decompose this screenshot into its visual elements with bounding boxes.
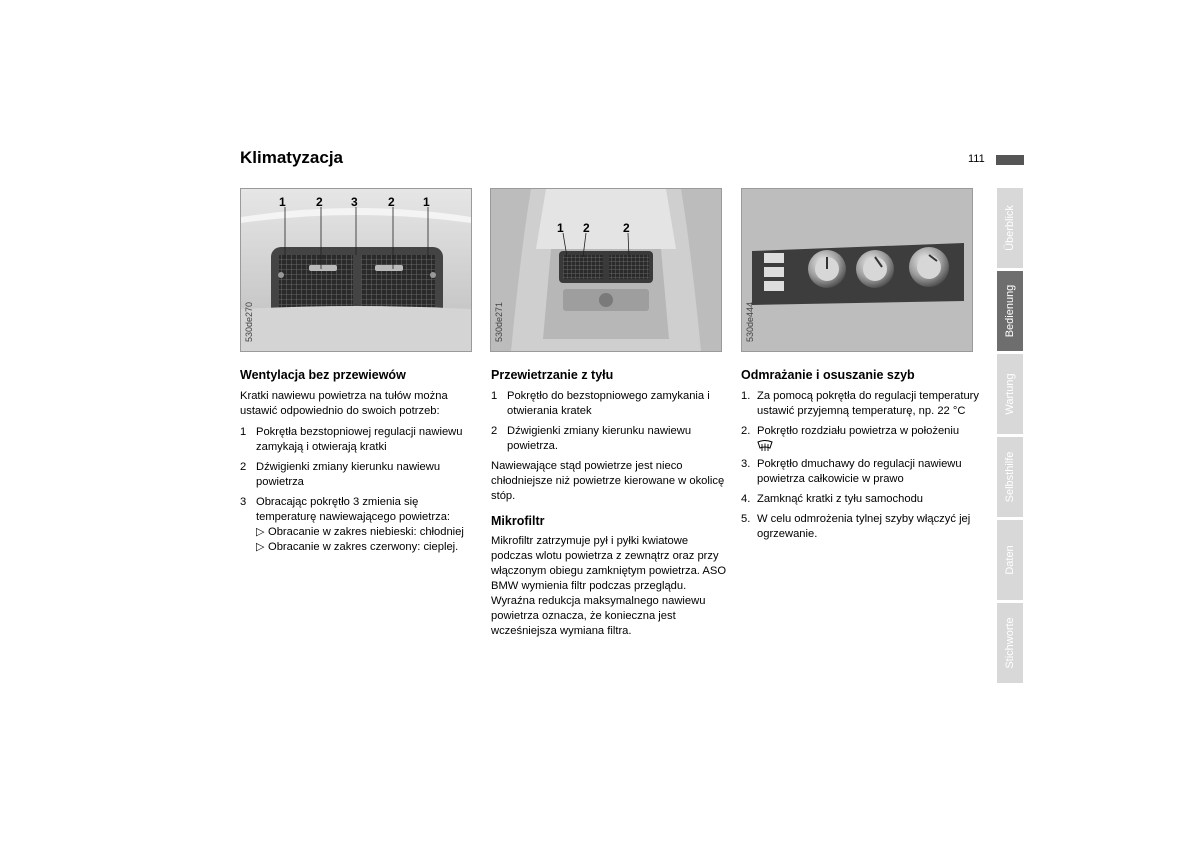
tab-label: Wartung <box>1004 373 1016 415</box>
list-item <box>741 492 981 507</box>
list-item <box>741 457 981 487</box>
section-ventilation <box>240 368 480 555</box>
list-item <box>240 495 480 525</box>
arrow-icon: ▷ <box>256 541 265 553</box>
list-item <box>491 424 731 454</box>
tab-stichworte[interactable] <box>997 603 1023 683</box>
tab-daten[interactable] <box>997 520 1023 600</box>
tab-label: Selbsthilfe <box>1004 451 1016 503</box>
item-number: 4. <box>741 493 751 505</box>
page-title: Klimatyzacja <box>240 148 343 167</box>
item-number: 2. <box>741 425 751 437</box>
list-item <box>741 512 981 542</box>
callout-1: 1 <box>557 221 564 235</box>
list-item <box>741 424 981 452</box>
item-text: Pokrętło dmuchawy do regulacji nawiewu powietrza całkowicie w prawo <box>757 458 962 485</box>
sub-item-text: Obracanie w zakres czerwony: cieplej. <box>268 541 459 553</box>
item-text: Pokrętła bezstopniowej regulacji nawiewu zamykają i otwierają kratki <box>256 426 463 453</box>
section-heading-microfilter: Mikrofiltr <box>491 514 545 528</box>
item-number: 3. <box>741 458 751 470</box>
item-text: W celu odmrożenia tylnej szyby włączyć jej ogrzewanie. <box>757 513 971 540</box>
item-text: Pokrętło rozdziału powietrza w położeniu <box>757 425 960 437</box>
item-number: 3 <box>240 496 247 508</box>
list-item <box>741 389 981 419</box>
page-number: 111 <box>968 153 985 165</box>
paragraph: Nawiewające stąd powietrze jest nieco chłodniejsze niż powietrze kierowane w okolicę stóp. <box>491 460 725 502</box>
item-number: 2 <box>240 461 247 473</box>
list-item <box>240 425 480 455</box>
callout-1: 1 <box>423 195 430 209</box>
list-item <box>491 389 731 419</box>
arrow-icon: ▷ <box>256 526 265 538</box>
section-heading: Odmrażanie i osuszanie szyb <box>741 368 915 382</box>
list-item <box>240 460 480 490</box>
figure-code: 530de271 <box>494 301 504 343</box>
callout-3: 3 <box>351 195 358 209</box>
tab-label: Überblick <box>1004 205 1016 251</box>
tab-bedienung[interactable] <box>997 271 1023 351</box>
figure-code: 530de270 <box>244 301 254 343</box>
item-number: 2 <box>491 425 498 437</box>
item-number: 5. <box>741 513 751 525</box>
climate-panel-illustration <box>742 189 972 351</box>
figure-code: 530de444 <box>745 301 755 343</box>
section-heading: Wentylacja bez przewiewów <box>240 368 406 382</box>
section-rear-ventilation <box>491 368 731 645</box>
section-defrost <box>741 368 981 547</box>
figure-rear-vents <box>490 188 722 352</box>
figure-climate-panel <box>741 188 973 352</box>
tab-label: Daten <box>1004 545 1016 575</box>
callout-2: 2 <box>388 195 395 209</box>
tab-label: Stichworte <box>1004 617 1016 669</box>
item-text: Dźwigienki zmiany kierunku nawiewu powietrza. <box>507 425 692 452</box>
callout-2: 2 <box>316 195 323 209</box>
paragraph: Kratki nawiewu powietrza na tułów można ustawić odpowiednio do swoich potrzeb: <box>240 390 448 417</box>
tab-selbsthilfe[interactable] <box>997 437 1023 517</box>
paragraph: Mikrofiltr zatrzymuje pył i pyłki kwiatowe podczas wlotu powietrza z zewnątrz oraz przy włączonym obiegu zamkniętym powietrza. ASO BMW wymienia filtr podczas przeglądu. Wyraźna redukcja maksymalnego nawiewu powietrza oznacza, że konieczna jest wcześniejsza wymiana filtra. <box>491 535 727 637</box>
item-number: 1 <box>491 390 498 402</box>
item-text: Obracając pokrętło 3 zmienia się temperaturę nawiewającego powietrza: <box>256 496 451 523</box>
front-vents-illustration <box>241 189 471 351</box>
item-number: 1 <box>240 426 247 438</box>
item-text: Zamknąć kratki z tyłu samochodu <box>757 493 924 505</box>
item-text: Dźwigienki zmiany kierunku nawiewu powietrza <box>256 461 441 488</box>
callout-1: 1 <box>279 195 286 209</box>
section-heading: Przewietrzanie z tyłu <box>491 368 614 382</box>
tab-wartung[interactable] <box>997 354 1023 434</box>
sub-item <box>240 525 480 540</box>
sub-item-text: Obracanie w zakres niebieski: chłodniej <box>268 526 464 538</box>
rear-vents-illustration <box>491 189 721 351</box>
callout-2: 2 <box>623 221 630 235</box>
tab-label: Bedienung <box>1004 284 1016 338</box>
item-text: Pokrętło do bezstopniowego zamykania i otwierania kratek <box>507 390 710 417</box>
callout-2: 2 <box>583 221 590 235</box>
item-number: 1. <box>741 390 751 402</box>
figure-front-vents <box>240 188 472 352</box>
item-text-wrap <box>757 424 981 452</box>
tab-uberblick[interactable] <box>997 188 1023 268</box>
windshield-defrost-icon <box>757 440 773 452</box>
sub-item <box>240 540 480 555</box>
page-number-bar <box>996 155 1024 165</box>
item-text: Za pomocą pokrętła do regulacji temperatury ustawić przyjemną temperaturę, np. 22 °C <box>757 390 979 417</box>
